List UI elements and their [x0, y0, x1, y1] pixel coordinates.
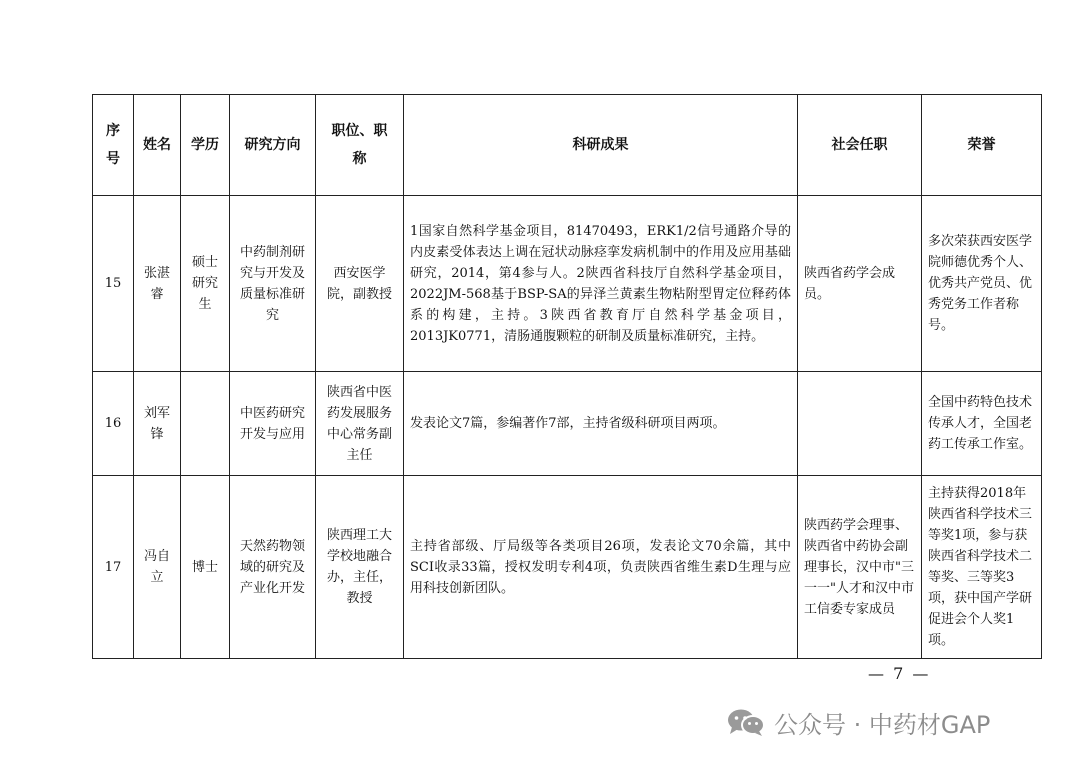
header-position: 职位、职称 — [316, 95, 404, 196]
watermark — [726, 704, 990, 740]
cell-achievements: 发表论文7篇，参编著作7部，主持省级科研项目两项。 — [404, 372, 798, 476]
cell-education: 博士 — [181, 476, 230, 659]
cell-achievements: 1国家自然科学基金项目，81470493，ERK1/2信号通路介导的内皮素受体表达上调在冠状动脉痉挛发病机制中的作用及应用基础研究，2014，第4参与人。2陕西省科技厅自然科学基金项目，2022JM-568基于BSP-SA的异泽兰黄素生物粘附型胃定位释药体系的构建，主持。3陕西省教育厅自然科学基金项目，2013JK0771，清肠通腹颗粒的研制及质量标准研究，主持。 — [404, 196, 798, 372]
cell-research: 中药制剂研究与开发及质量标准研究 — [230, 196, 316, 372]
cell-research: 中医药研究开发与应用 — [230, 372, 316, 476]
header-achievements: 科研成果 — [404, 95, 798, 196]
cell-seq: 17 — [93, 476, 134, 659]
cell-position: 陕西理工大学校地融合办，主任，教授 — [316, 476, 404, 659]
cell-position: 西安医学院，副教授 — [316, 196, 404, 372]
cell-seq: 15 — [93, 196, 134, 372]
header-social: 社会任职 — [798, 95, 922, 196]
header-honors: 荣誉 — [922, 95, 1042, 196]
cell-social: 陕西药学会理事、陕西省中药协会副理事长，汉中市"三一一"人才和汉中市工信委专家成员 — [798, 476, 922, 659]
cell-seq: 16 — [93, 372, 134, 476]
header-name: 姓名 — [134, 95, 181, 196]
cell-social — [798, 372, 922, 476]
watermark-text: 公众号 · 中药材GAP — [774, 710, 991, 739]
cell-position: 陕西省中医药发展服务中心常务副主任 — [316, 372, 404, 476]
table-row — [93, 196, 1042, 372]
cell-achievements: 主持省部级、厅局级等各类项目26项，发表论文70余篇，其中SCI收录33篇，授权发明专利4项，负责陕西省维生素D生理与应用科技创新团队。 — [404, 476, 798, 659]
cell-social: 陕西省药学会成员。 — [798, 196, 922, 372]
cell-name: 张湛睿 — [134, 196, 181, 372]
cell-honors: 主持获得2018年陕西省科学技术三等奖1项，参与获陕西省科学技术二等奖、三等奖3项，获中国产学研促进会个人奖1项。 — [922, 476, 1042, 659]
expert-roster-table — [92, 94, 1042, 659]
cell-honors: 全国中药特色技术传承人才，全国老药工传承工作室。 — [922, 372, 1042, 476]
table-row — [93, 372, 1042, 476]
cell-education: 硕士研究生 — [181, 196, 230, 372]
cell-education — [181, 372, 230, 476]
header-education: 学历 — [181, 95, 230, 196]
cell-name: 冯自立 — [134, 476, 181, 659]
header-row — [93, 95, 1042, 196]
cell-name: 刘军锋 — [134, 372, 181, 476]
table-row — [93, 476, 1042, 659]
header-research: 研究方向 — [230, 95, 316, 196]
cell-research: 天然药物领域的研究及产业化开发 — [230, 476, 316, 659]
page-number: — 7 — — [868, 664, 931, 683]
cell-honors: 多次荣获西安医学院师德优秀个人、优秀共产党员、优秀党务工作者称号。 — [922, 196, 1042, 372]
wechat-icon — [726, 707, 766, 737]
header-seq: 序号 — [93, 95, 134, 196]
